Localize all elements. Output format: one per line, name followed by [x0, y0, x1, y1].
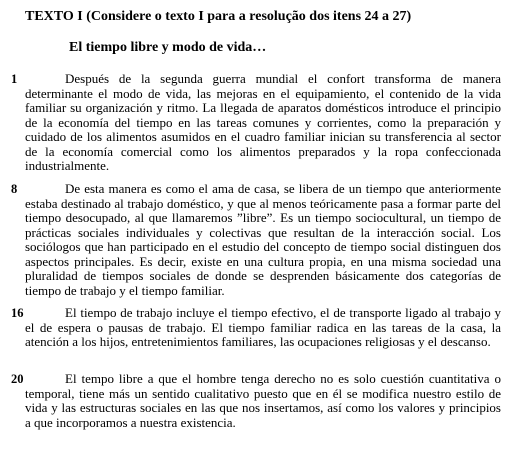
paragraph-text: De esta manera es como el ama de casa, se libera de un tiempo que anteriormente estaba destinado al trabajo doméstico, y que al menos teóricamente pasa a formar parte del tiempo desocupado, al que llamaremos ”libre”. Es un tiempo sociocultural, un tiempo de prácticas sociales individuales y colectivas que resultan de la interacción social. Los sociólogos que han participado en el estudio del concepto de tiempo social distinguen dos aspectos principales. Es decir, existe en una cultura propia, en una misma sociedad una pluralidad de tiempos sociales de donde se desprenden básicamente dos categorías de tiempo de trabajo y el tiempo familiar.: [25, 181, 501, 298]
paragraph-text: El tempo libre a que el hombre tenga derecho no es solo cuestión cuantitativa o temporal, tiene más un sentido cualitativo puesto que en él se modifica nuestro estilo de vida y las estructuras sociales en las que nos insertamos, así como los valores y principios a que incorporamos a nuestra existencia.: [25, 371, 501, 430]
section-header: TEXTO I (Considere o texto I para a resolução dos itens 24 a 27): [25, 9, 412, 24]
paragraph-3: [11, 305, 501, 350]
line-number: 1: [11, 72, 18, 86]
text-title: El tiempo libre y modo de vida…: [69, 40, 267, 55]
paragraph-2: [11, 181, 501, 298]
line-number: 16: [11, 306, 24, 320]
paragraph-text: El tiempo de trabajo incluye el tiempo efectivo, el de transporte ligado al trabajo y el de espera o pausas de trabajo. El tiempo familiar radica en las tareas de la casa, la atención a los hijos, entretenimientos familiares, las ocupaciones religiosas y el descanso.: [25, 305, 501, 349]
paragraph-1: [11, 71, 501, 174]
paragraph-4: [11, 371, 501, 430]
line-number: 20: [11, 372, 24, 386]
paragraph-text: Después de la segunda guerra mundial el confort transforma de manera determinante el modo de vida, las mejoras en el equipamiento, el contenido de la vida familiar su organización y ritmo. La llegada de aparatos domésticos introduce el principio de la economía del tiempo en las tareas comunes y corrientes, como la preparación y cuidado de los alimentos asumidos en el cuadro familiar inician su transferencia al sector de la economía comercial como los alimentos preparados y la ropa confeccionada industrialmente.: [25, 71, 501, 173]
line-number: 8: [11, 182, 18, 196]
